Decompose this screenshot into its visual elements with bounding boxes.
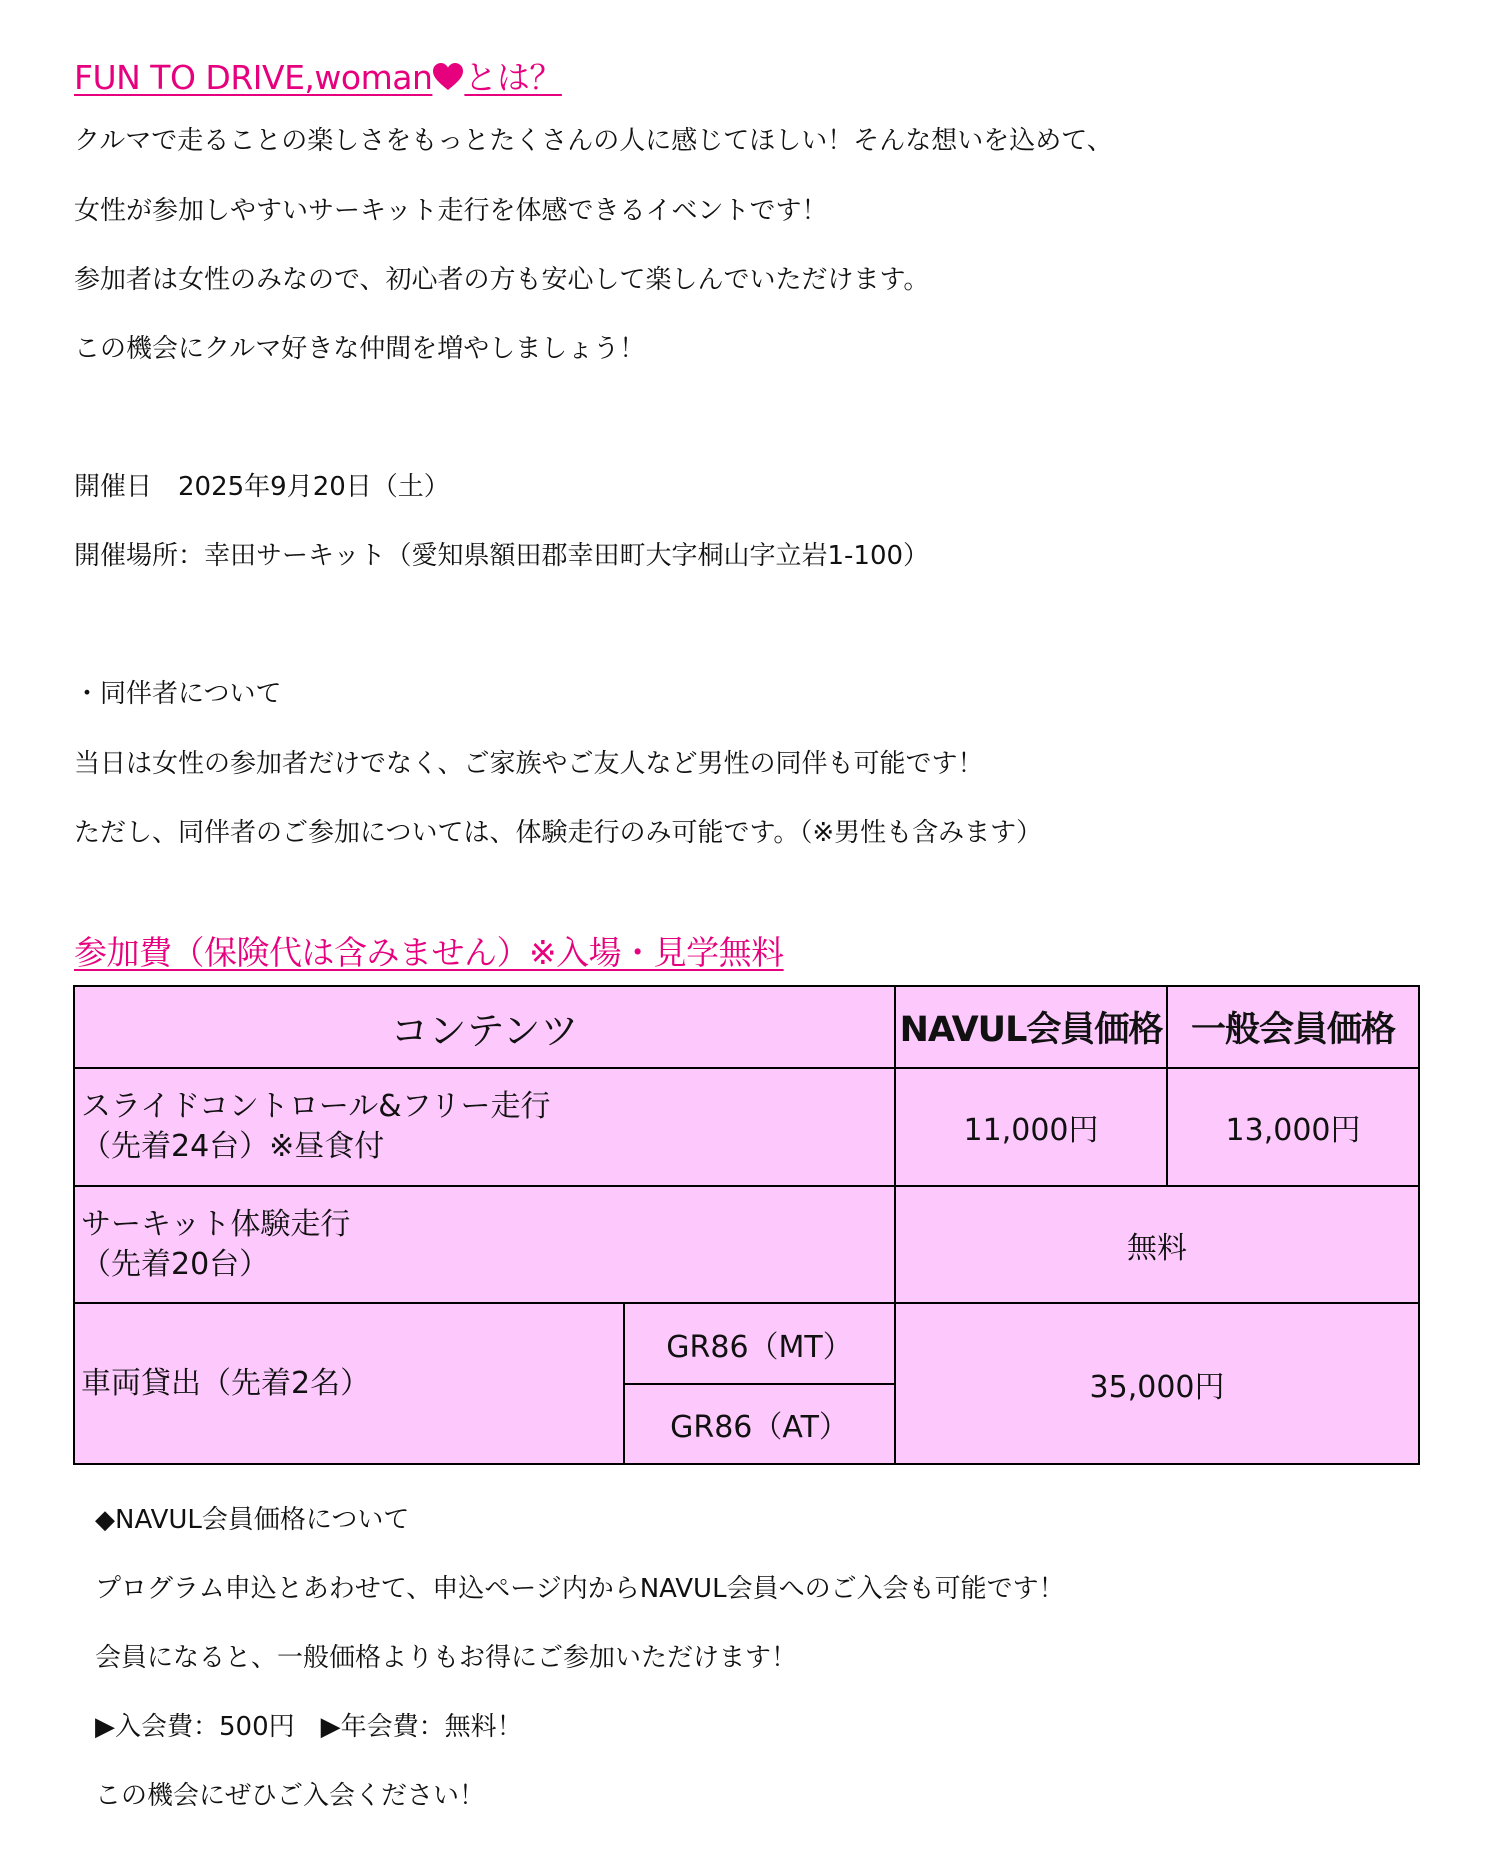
- header-general-price: 一般会員価格: [1167, 986, 1419, 1068]
- fees-table: [73, 985, 1420, 1465]
- intro-heading: [74, 52, 562, 99]
- rental-option-mt: GR86（MT）: [624, 1303, 895, 1384]
- companion-line-1: 当日は女性の参加者だけでなく、ご家族やご友人など男性の同伴も可能です！: [74, 749, 984, 779]
- experience-name-line2: （先着20台）: [81, 1246, 270, 1282]
- header-content: コンテンツ: [74, 986, 895, 1068]
- rental-option-at: GR86（AT）: [624, 1384, 895, 1464]
- table-header-row: [74, 986, 1419, 1068]
- intro-line-1: クルマで走ることの楽しさをもっとたくさんの人に感じてほしい！そんな想いを込めて、: [74, 126, 1113, 156]
- intro-line-4: この機会にクルマ好きな仲間を増やしましょう！: [74, 334, 646, 364]
- intro-line-2: 女性が参加しやすいサーキット走行を体感できるイベントです！: [74, 196, 828, 226]
- heart-icon: [432, 62, 464, 92]
- membership-line-4: この機会にぜひご入会ください！: [95, 1781, 486, 1811]
- intro-title: FUN TO DRIVE,woman: [74, 58, 433, 97]
- slide-name-line2: （先着24台）※昼食付: [81, 1129, 385, 1164]
- slide-navul-price: 11,000円: [895, 1068, 1167, 1186]
- membership-line-1: プログラム申込とあわせて、申込ページ内からNAVUL会員へのご入会も可能です！: [95, 1574, 1065, 1604]
- experience-name: [74, 1186, 895, 1303]
- table-row-rental-mt: [74, 1303, 1419, 1384]
- table-row-experience: [74, 1186, 1419, 1303]
- rental-price: 35,000円: [895, 1303, 1419, 1464]
- experience-price: 無料: [895, 1186, 1419, 1303]
- fees-heading: 参加費（保険代は含みません）※入場・見学無料: [74, 933, 784, 972]
- slide-name: [74, 1068, 895, 1186]
- membership-line-3: ▶入会費：500円 ▶年会費：無料！: [95, 1712, 523, 1742]
- experience-name-line1: サーキット体験走行: [81, 1206, 351, 1242]
- companion-line-2: ただし、同伴者のご参加については、体験走行のみ可能です。（※男性も含みます）: [74, 818, 1043, 848]
- companion-heading: ・同伴者について: [74, 679, 282, 709]
- event-venue: 開催場所：幸田サーキット（愛知県額田郡幸田町大字桐山字立岩1-100）: [74, 541, 930, 571]
- intro-line-3: 参加者は女性のみなので、初心者の方も安心して楽しんでいただけます。: [74, 265, 930, 295]
- membership-line-2: 会員になると、一般価格よりもお得にご参加いただけます！: [95, 1643, 798, 1673]
- event-date: 開催日 2025年9月20日（土）: [74, 472, 450, 502]
- membership-heading: ◆NAVUL会員価格について: [95, 1505, 410, 1535]
- slide-name-line1: スライドコントロール&フリー走行: [81, 1089, 551, 1124]
- table-row-slide: [74, 1068, 1419, 1186]
- slide-general-price: 13,000円: [1167, 1068, 1419, 1186]
- intro-title-suffix: とは？: [464, 58, 562, 97]
- rental-name: 車両貸出（先着2名）: [74, 1303, 624, 1464]
- header-navul-price: NAVUL会員価格: [895, 986, 1167, 1068]
